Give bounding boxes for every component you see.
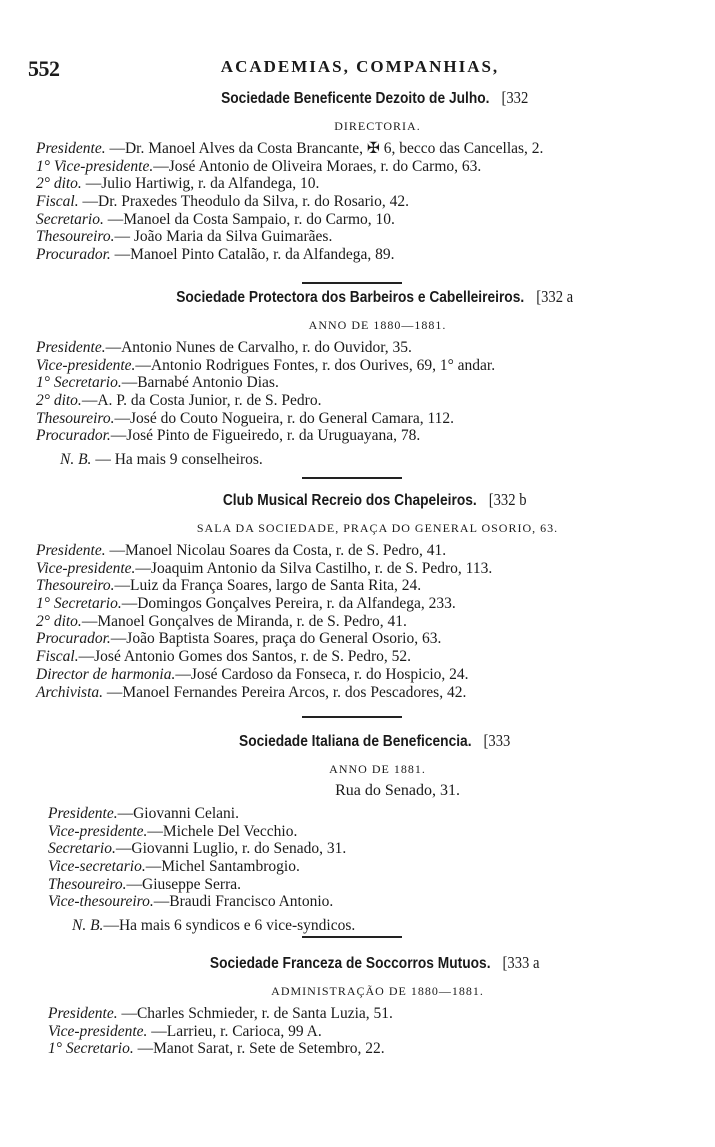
officer-role: 1° Secretario. [36, 595, 122, 613]
note-text: — Ha mais 9 conselheiros. [91, 451, 263, 469]
officer-role: Presidente. [48, 805, 118, 822]
officer-entry [36, 684, 715, 702]
section-subtitle: ADMINISTRAÇÃO DE 1880—1881. [271, 984, 484, 998]
section-subtitle: SALA DA SOCIEDADE, PRAÇA DO GENERAL OSORIO, 63. [196, 521, 559, 535]
section-divider [302, 282, 402, 284]
officer-entry [36, 228, 715, 246]
officer-details: —Manoel Pinto Catalão, r. da Alfandega, 89. [110, 246, 395, 264]
society-name: Club Musical Recreio dos Chapeleiros. [222, 492, 477, 509]
society-section [0, 952, 715, 1058]
officer-details: —José do Couto Nogueira, r. do General Camara, 112. [114, 409, 455, 427]
officer-details: —José Antonio de Oliveira Moraes, r. do Carmo, 63. [153, 157, 482, 175]
section-reference-number: [332 b [488, 490, 527, 509]
section-reference-number: [332 [501, 88, 529, 107]
section-subtitle: ANNO DE 1881. [329, 762, 426, 776]
page-number: 552 [28, 56, 60, 81]
section-reference-number: [333 a [502, 953, 540, 972]
officer-list [0, 339, 715, 445]
officer-entry [48, 858, 715, 876]
officer-entry [36, 666, 715, 684]
section-title [50, 952, 665, 974]
officer-entry [48, 876, 715, 894]
note-label: N. B. [72, 917, 104, 935]
section-reference-number: [332 a [536, 287, 574, 306]
society-section [0, 489, 715, 701]
officer-role: 2° dito. [36, 175, 82, 193]
officer-role: Presidente. [48, 1005, 118, 1022]
officer-entry [36, 140, 715, 158]
officer-entry [48, 823, 715, 841]
officer-role: 2° dito. [36, 392, 82, 410]
officer-details: —Antonio Rodrigues Fontes, r. dos Ourives, 69, 1° andar. [135, 356, 496, 374]
section-title [50, 489, 665, 511]
officer-details: —Charles Schmieder, r. de Santa Luzia, 51. [117, 1005, 393, 1022]
officer-details: —Luiz da França Soares, largo de Santa Rita, 24. [114, 577, 422, 595]
officer-role: 1° Secretario. [36, 374, 122, 392]
officer-role: Procurador. [36, 246, 111, 264]
officer-role: Archivista. [36, 683, 104, 701]
officer-details: —Domingos Gonçalves Pereira, r. da Alfandega, 233. [121, 595, 456, 613]
officer-entry [36, 246, 715, 264]
officer-list [0, 805, 715, 911]
officer-entry [36, 339, 715, 357]
section-note [48, 915, 715, 937]
officer-details: —Manot Sarat, r. Sete de Setembro, 22. [133, 1040, 385, 1058]
officer-entry [48, 1005, 715, 1023]
officer-entry [48, 805, 715, 823]
officer-details: —Julio Hartiwig, r. da Alfandega, 10. [81, 175, 320, 193]
officer-role: Vice-secretario. [48, 858, 146, 876]
officer-role: Thesoureiro. [36, 228, 115, 246]
officer-entry [36, 158, 715, 176]
society-name: Sociedade Beneficente Dezoito de Julho. [221, 90, 490, 107]
officer-details: —Manoel Nicolau Soares da Costa, r. de S. Pedro, 41. [105, 542, 447, 559]
section-subtitle: DIRECTORIA. [334, 119, 421, 133]
society-address: Rua do Senado, 31. [335, 782, 460, 799]
officer-list [0, 542, 715, 701]
section-subtitle: ANNO DE 1880—1881. [308, 318, 447, 332]
officer-details: —José Cardoso da Fonseca, r. do Hospicio, 24. [175, 665, 469, 683]
society-name: Sociedade Franceza de Soccorros Mutuos. [209, 955, 491, 972]
officer-role: Thesoureiro. [36, 577, 115, 595]
officer-entry [36, 560, 715, 578]
officer-details: —Manoel Fernandes Pereira Arcos, r. dos Pescadores, 42. [103, 683, 467, 701]
officer-entry [36, 577, 715, 595]
officer-entry [36, 410, 715, 428]
officer-role: Thesoureiro. [36, 409, 115, 427]
officer-entry [36, 427, 715, 445]
officer-entry [48, 1040, 715, 1058]
officer-role: Procurador. [36, 427, 111, 445]
officer-list [0, 1005, 715, 1058]
officer-entry [36, 175, 715, 193]
officer-details: —João Baptista Soares, praça do General Osorio, 63. [110, 630, 442, 648]
officer-details: —José Antonio Gomes dos Santos, r. de S. Pedro, 52. [78, 648, 412, 666]
officer-details: —Giuseppe Serra. [126, 875, 242, 893]
officer-entry [36, 648, 715, 666]
society-section [0, 730, 715, 937]
officer-details: —José Pinto de Figueiredo, r. da Uruguayana, 78. [110, 427, 421, 445]
society-name: Sociedade Protectora dos Barbeiros e Cabelleireiros. [176, 289, 525, 306]
officer-role: Vice-presidente. [48, 822, 148, 840]
officer-role: Secretario. [48, 840, 116, 858]
officer-details: —A. P. da Costa Junior, r. de S. Pedro. [81, 392, 322, 410]
officer-role: Fiscal. [36, 193, 79, 211]
section-title [50, 730, 665, 752]
note-label: N. B. [60, 451, 92, 469]
section-reference-number: [333 [483, 731, 511, 750]
officer-role: 1° Secretario. [48, 1040, 134, 1058]
officer-details: —Braudi Francisco Antonio. [153, 893, 334, 911]
officer-details: —Giovanni Luglio, r. do Senado, 31. [115, 840, 347, 858]
officer-entry [36, 630, 715, 648]
officer-details: —Michele Del Vecchio. [147, 822, 298, 840]
society-section [0, 286, 715, 471]
officer-entry [36, 392, 715, 410]
section-title [50, 87, 665, 109]
officer-role: Presidente. [36, 339, 106, 356]
officer-details: — João Maria da Silva Guimarães. [114, 228, 333, 246]
officer-details: —Dr. Praxedes Theodulo da Silva, r. do Rosario, 42. [78, 193, 409, 211]
officer-entry [36, 613, 715, 631]
section-divider [302, 716, 402, 718]
officer-entry [36, 357, 715, 375]
officer-entry [36, 542, 715, 560]
section-note [36, 449, 715, 471]
officer-list [0, 140, 715, 264]
officer-details: —Manoel Gonçalves de Miranda, r. de S. Pedro, 41. [81, 612, 407, 630]
section-divider [302, 477, 402, 479]
officer-role: Secretario. [36, 210, 104, 228]
officer-details: —Michel Santambrogio. [145, 858, 300, 876]
officer-role: 1° Vice-presidente. [36, 157, 154, 175]
officer-role: Presidente. [36, 542, 106, 559]
officer-role: Fiscal. [36, 648, 79, 666]
officer-role: Presidente. [36, 140, 106, 157]
society-section [0, 87, 715, 264]
officer-entry [48, 1023, 715, 1041]
officer-entry [36, 211, 715, 229]
officer-details: —Antonio Nunes de Carvalho, r. do Ouvidor, 35. [105, 339, 412, 356]
officer-entry [48, 840, 715, 858]
officer-role: Vice-presidente. [48, 1022, 148, 1040]
officer-entry [36, 595, 715, 613]
officer-role: Director de harmonia. [36, 665, 176, 683]
officer-entry [48, 893, 715, 911]
officer-entry [36, 193, 715, 211]
officer-role: Vice-presidente. [36, 559, 136, 577]
officer-details: —Barnabé Antonio Dias. [121, 374, 279, 392]
officer-role: Vice-presidente. [36, 356, 136, 374]
officer-details: —Giovanni Celani. [117, 805, 239, 822]
officer-details: —Larrieu, r. Carioca, 99 A. [147, 1022, 322, 1040]
officer-details: —Manoel da Costa Sampaio, r. do Carmo, 10. [103, 210, 395, 228]
society-name: Sociedade Italiana de Beneficencia. [239, 733, 472, 750]
officer-role: 2° dito. [36, 612, 82, 630]
running-head: ACADEMIAS, COMPANHIAS, [220, 57, 500, 76]
officer-entry [36, 374, 715, 392]
note-text: —Ha mais 6 syndicos e 6 vice-syndicos. [103, 917, 356, 935]
officer-role: Vice-thesoureiro. [48, 893, 154, 911]
officer-role: Procurador. [36, 630, 111, 648]
officer-role: Thesoureiro. [48, 875, 127, 893]
officer-details: —Dr. Manoel Alves da Costa Brancante, ✠ 6, becco das Cancellas, 2. [105, 140, 544, 157]
officer-details: —Joaquim Antonio da Silva Castilho, r. de S. Pedro, 113. [135, 559, 493, 577]
section-title [50, 286, 665, 308]
